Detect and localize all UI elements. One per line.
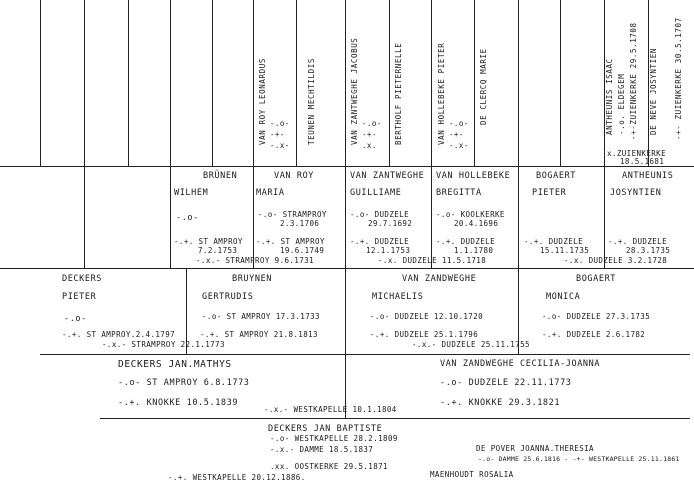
- person-name: BRÜNEN: [203, 171, 238, 181]
- person-died: -.+. DUDZELE 25.1.1796: [370, 330, 479, 339]
- person-born-date: 2.3.1706: [280, 219, 320, 228]
- divider-top: [0, 166, 694, 167]
- person-name: BOGAERT: [576, 274, 617, 284]
- person-died: -.+. WESTKAPELLE 20.12.1886.: [168, 473, 306, 482]
- marriage: -.x.- DAMME 18.5.1837: [270, 445, 374, 454]
- col-line: [431, 0, 432, 268]
- marriage: -.x.- STRAMPROY 9.6.1731: [196, 256, 314, 265]
- person-given: MICHAELIS: [372, 292, 424, 302]
- person-died: -.+. DUDZELE: [436, 237, 495, 246]
- person-born: -.o- ST AMPROY 6.8.1773: [118, 378, 250, 388]
- person-given: JOSYNTIEN: [610, 188, 662, 198]
- col-line: [389, 0, 390, 166]
- person-died: -.+. DUDZELE: [524, 237, 583, 246]
- person-died: -.+. ST AMPROY: [174, 237, 243, 246]
- person-name: BOGAERT: [536, 171, 577, 181]
- marriage: -.x. DUDZELE 3.2.1728: [564, 256, 668, 265]
- marriage: .xx. OOSTKERKE 29.5.1871: [270, 462, 388, 471]
- marriage-date: 18.5.1681: [620, 157, 665, 166]
- divider-gen1: [100, 418, 690, 419]
- spouse-name: MAENHOUDT ROSALIA: [430, 470, 514, 479]
- col-line: [212, 0, 213, 166]
- person-died-date: 1.1.1780: [454, 246, 494, 255]
- person-died-date: 19.6.1749: [280, 246, 325, 255]
- marriage-place: x.ZUIENKERKE: [607, 149, 666, 158]
- col-line: [474, 0, 475, 166]
- person-died: -.+. DUDZELE: [608, 237, 667, 246]
- marriage: -.x.- STRAMPROY 22.1.1773: [102, 340, 225, 349]
- person-died: -.+. DUDZELE: [350, 237, 409, 246]
- ancestor-bertholf-pieternelle: BERTHOLF PIETERNELLE: [394, 42, 403, 145]
- person-born: -.o- DUDZELE: [350, 210, 409, 219]
- person-given: GERTRUDIS: [202, 292, 254, 302]
- person-name: DECKERS JAN BAPTISTE: [268, 424, 383, 434]
- ancestor-declercq-marie: DE CLERCQ MARIE: [479, 48, 488, 125]
- marriage: -.x.- DUDZELE 25.11.1755: [412, 340, 530, 349]
- person-born-date: 29.7.1692: [368, 219, 413, 228]
- person-given: MARIA: [256, 188, 285, 198]
- ancestor-vanroy-leonardus: VAN ROY LEONARDUS: [258, 58, 267, 145]
- ancestor-antheunis-isaac: ANTHEUNIS ISAAC: [605, 58, 614, 135]
- marriage: -.x.- WESTKAPELLE 10.1.1804: [264, 405, 397, 414]
- person-name: DECKERS: [62, 274, 103, 284]
- ancestor-vanhollebeke-pieter: VAN HOLLEBEKE PIETER: [437, 42, 446, 145]
- col-line: [345, 0, 346, 268]
- col-line: [170, 0, 171, 268]
- person-died: -.+. ST AMPROY 21.8.1813: [200, 330, 318, 339]
- person-born: -.o- ST AMPROY 17.3.1733: [202, 312, 320, 321]
- ancestor-death: -+-ZUIENKERKE 29.5.1708: [629, 22, 638, 140]
- person-name: ANTHEUNIS: [622, 171, 674, 181]
- ancestor-vanzantweghe-jacobus: VAN ZANTWEGHE JACOBUS: [350, 37, 359, 145]
- divider-gen3: [0, 268, 694, 269]
- person-died-date: 15.11.1735: [540, 246, 590, 255]
- person-name: VAN ZANDWEGHE: [402, 274, 477, 284]
- person-given: GUILLIAME: [350, 188, 402, 198]
- col-line: [128, 0, 129, 166]
- col-line: [518, 0, 519, 268]
- person-born: -.o- WESTKAPELLE 28.2.1809: [270, 434, 398, 443]
- col-line: [40, 0, 41, 166]
- person-born-date: 20.4.1696: [454, 219, 499, 228]
- person-name: VAN HOLLEBEKE: [436, 171, 511, 181]
- marriage: -.x. DUDZELE 11.5.1718: [378, 256, 487, 265]
- person-name: BRUYNEN: [232, 274, 273, 284]
- person-died: -.+. ST AMPROY.2.4.1797: [62, 330, 176, 339]
- symbols: -.o- -+- -.x-: [270, 119, 290, 150]
- col-line: [84, 0, 85, 268]
- person-name: VAN ZANDWEGHE CECILIA-JOANNA: [440, 359, 601, 369]
- person-born: -.o- DUDZELE 27.3.1735: [542, 312, 651, 321]
- person-died: -.+. KNOKKE 10.5.1839: [118, 398, 239, 408]
- col-line: [560, 0, 561, 166]
- person-born: -.o- STRAMPROY: [258, 210, 327, 219]
- person-born: -.o-: [176, 213, 199, 223]
- person-given: MONICA: [546, 292, 581, 302]
- person-name: DECKERS JAN.MATHYS: [118, 359, 232, 370]
- col-line: [296, 0, 297, 166]
- person-given: WILHEM: [174, 188, 209, 198]
- person-born: -.o-: [64, 314, 87, 324]
- person-given: BREGITTA: [436, 188, 482, 198]
- person-died: -.+. KNOKKE 29.3.1821: [440, 398, 561, 408]
- person-died-date: 7.2.1753: [198, 246, 238, 255]
- spouse-name: DE POVER JOANNA.THERESIA: [476, 444, 594, 453]
- divider-gen2: [40, 354, 690, 355]
- person-died-date: 12.1.1753: [366, 246, 411, 255]
- person-given: PIETER: [532, 188, 567, 198]
- ancestor-birth: -.o. ELDEGEM: [617, 73, 626, 135]
- person-died: -.+. DUDZELE 2.6.1782: [542, 330, 646, 339]
- person-born: -.o- DUDZELE 22.11.1773: [440, 378, 572, 388]
- ancestor-teunen-mechtildis: TEUNEN MECHTILDIS: [307, 58, 316, 145]
- person-died-date: 28.3.1735: [626, 246, 671, 255]
- symbols: -.o- -+- .x.: [362, 119, 382, 150]
- symbols: -.o- -+- -.x-: [449, 119, 469, 150]
- person-born: -.o- KOOLKERKE: [436, 210, 505, 219]
- col-line: [253, 0, 254, 268]
- person-name: VAN ROY: [274, 171, 315, 181]
- ancestor-deneve-josyntien: DE NEVE JOSYNTIEN: [649, 48, 658, 135]
- ancestor-death: -+- ZUIENKERKE 30.5.1707: [674, 17, 683, 140]
- person-given: PIETER: [62, 292, 97, 302]
- person-born: -.o- DUDZELE 12.10.1720: [370, 312, 484, 321]
- spouse-dates: -.o- DAMME 25.6.1816 - -+- WESTKAPELLE 25.11.1861: [478, 455, 680, 463]
- person-name: VAN ZANTWEGHE: [350, 171, 425, 181]
- person-died: -.+. ST AMPROY: [256, 237, 325, 246]
- col-line: [345, 268, 346, 354]
